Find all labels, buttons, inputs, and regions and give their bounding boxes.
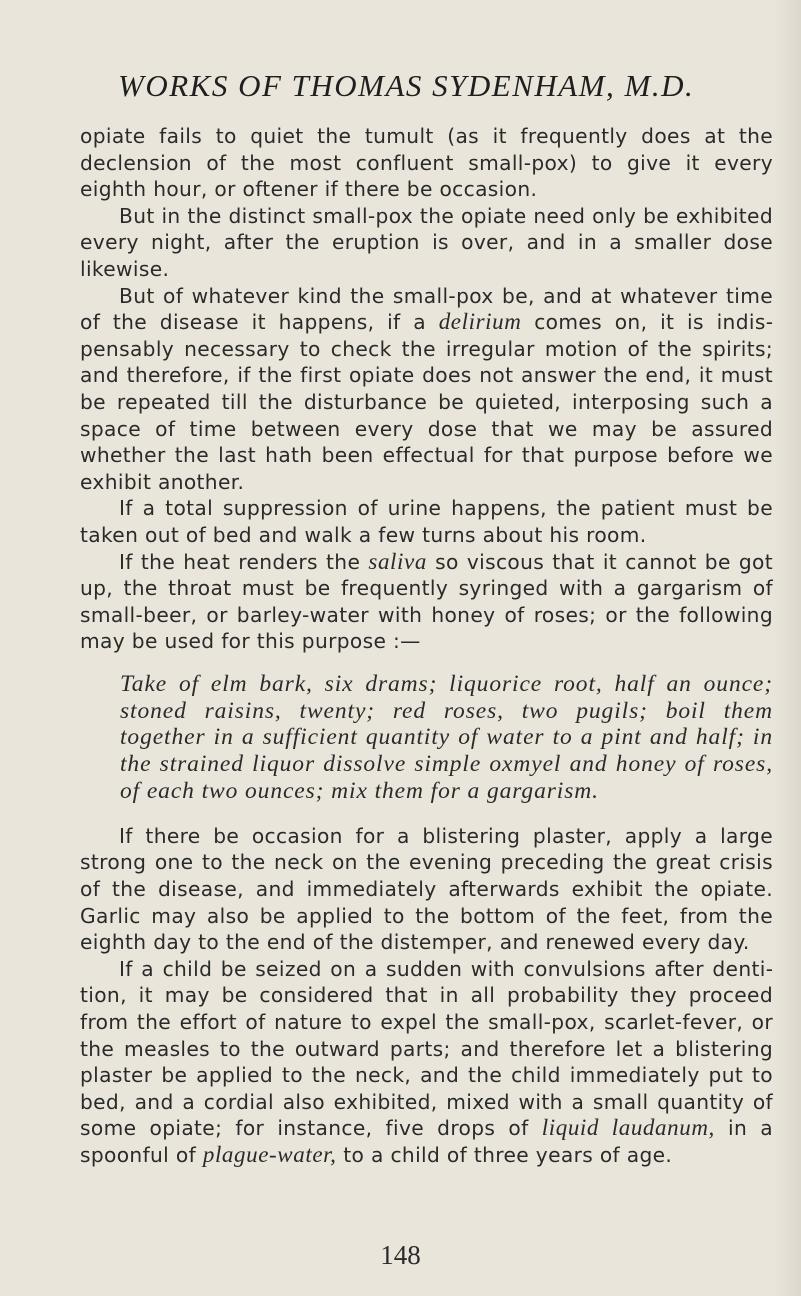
running-head: WORKS OF THOMAS SYDENHAM, M.D. — [118, 68, 695, 103]
page-edge-shadow — [773, 0, 801, 1296]
paragraph-text: If a child be seized on a sudden with convulsions after dentition, it may be considered that in all probability they proceed from the effort of nature to expel the small-pox, scarlet-fever, or the measles to the outward parts; and therefore let a blistering plaster be applied to the neck, and the child immediately put to bed, and a cordial also exhibited, mixed with a small quantity of some opiate; for instance, five drops of — [80, 956, 773, 1141]
body-text — [80, 123, 773, 1169]
italic-term: liquid laudanum, — [541, 1115, 715, 1141]
paragraph-text: in a spoonful of — [80, 1116, 773, 1167]
recipe-block: Take of elm bark, six drams; liquorice root, half an ounce; stoned raisins, twenty; red roses, two pugils; boil them together in a sufficient quantity of water to a pint and half; in the strained liquor dissolve simple oxmyel and honey of roses, of each two ounces; mix them for a gargarism. — [120, 670, 773, 805]
paragraph-delirium — [80, 283, 773, 496]
paragraph-text: If the heat renders the — [119, 549, 369, 574]
paragraph-text: so viscous that it cannot be got up, the throat must be frequently syringed with a gargarism of small-beer, or barley-water with honey of roses; or the following may be used for this purpose :— — [80, 549, 773, 654]
italic-term: plague-water, — [202, 1141, 337, 1167]
paragraph-blistering: If there be occasion for a blistering plaster, apply a large strong one to the neck on the evening preceding the great crisis of the disease, and immediately afterwards exhibit the opiate. Garlic may also be applied to the bottom of the feet, from the eighth day to the end of the distemper, and renewed every day. — [80, 823, 773, 955]
paragraph-text: comes on, it is indispensably necessary to check the irregular motion of the spirits; and therefore, if the first opiate does not answer the end, it must be repeated till the disturbance be quieted, interposing such a space of time between every dose that we may be assured whether the last hath been effectual for that purpose before we exhibit another. — [80, 310, 773, 494]
paragraph-text: But of whatever kind the small-pox be, and at whatever time of the disease it happens, if a — [80, 283, 773, 335]
paragraph-distinct-smallpox: But in the distinct small-pox the opiate need only be exhibited every night, after the eruption is over, and in a smaller dose likewise. — [80, 203, 773, 281]
italic-term: delirium — [438, 309, 522, 335]
paragraph-urine: If a total suppression of urine happens, the patient must be taken out of bed and walk a few turns about his room. — [80, 496, 773, 547]
paragraph-convulsions — [80, 956, 773, 1169]
italic-term: saliva — [368, 548, 427, 574]
paragraph-text: to a child of three years of age. — [336, 1142, 673, 1167]
page-number: 148 — [380, 1240, 421, 1270]
paragraph-saliva — [80, 549, 773, 655]
paragraph-continued: opiate fails to quiet the tumult (as it frequently does at the declension of the most confluent small-pox) to give it every eighth hour, or oftener if there be occasion. — [80, 124, 773, 202]
